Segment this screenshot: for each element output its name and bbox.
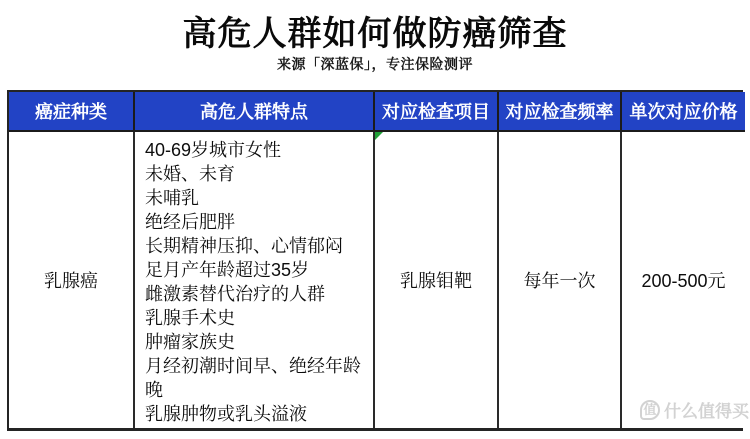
exam-frequency-label: 每年一次 (523, 271, 596, 291)
risk-factor-line: 足月产年龄超过35岁 (145, 260, 310, 280)
header-risk-factors: 高危人群特点 (135, 92, 375, 132)
risk-factor-line: 40-69岁城市女性 (145, 140, 282, 160)
header-exam-item: 对应检查项目 (375, 92, 499, 132)
page-title: 高危人群如何做防癌筛查 (182, 15, 568, 53)
header-cancer-type: 癌症种类 (9, 92, 135, 132)
risk-factor-line: 雌激素替代治疗的人群 (145, 284, 325, 304)
risk-factor-line: 绝经后肥胖 (145, 212, 235, 232)
cell-cancer-type (9, 132, 135, 428)
cell-exam-frequency (499, 132, 622, 428)
price-label: 200-500元 (641, 271, 726, 291)
risk-factor-line: 长期精神压抑、心情郁闷 (145, 236, 343, 256)
risk-factor-line: 未婚、未育 (145, 164, 235, 184)
risk-factor-line: 乳腺手术史 (145, 308, 235, 328)
cancer-type-label: 乳腺癌 (44, 271, 98, 291)
screening-table (7, 90, 749, 431)
smzdm-watermark-text: 什么值得买 (664, 402, 749, 421)
risk-factor-line: 未哺乳 (145, 188, 199, 208)
risk-factor-line: 乳腺肿物或乳头溢液 (145, 404, 307, 424)
page-subtitle: 来源「深蓝保」，专注保险测评 (277, 56, 473, 72)
smzdm-badge-icon: 值 (640, 400, 660, 420)
header-exam-frequency: 对应检查频率 (499, 92, 622, 132)
risk-factor-line: 月经初潮时间早、绝经年龄晚 (145, 356, 361, 400)
header-price: 单次对应价格 (622, 92, 745, 132)
cell-risk-factors (135, 132, 375, 428)
cell-exam-item (375, 132, 499, 428)
risk-factor-line: 肿瘤家族史 (145, 332, 235, 352)
smzdm-watermark (640, 397, 749, 422)
exam-item-label: 乳腺钼靶 (400, 271, 472, 291)
cell-price (622, 132, 749, 428)
excel-flag-icon (375, 132, 383, 140)
